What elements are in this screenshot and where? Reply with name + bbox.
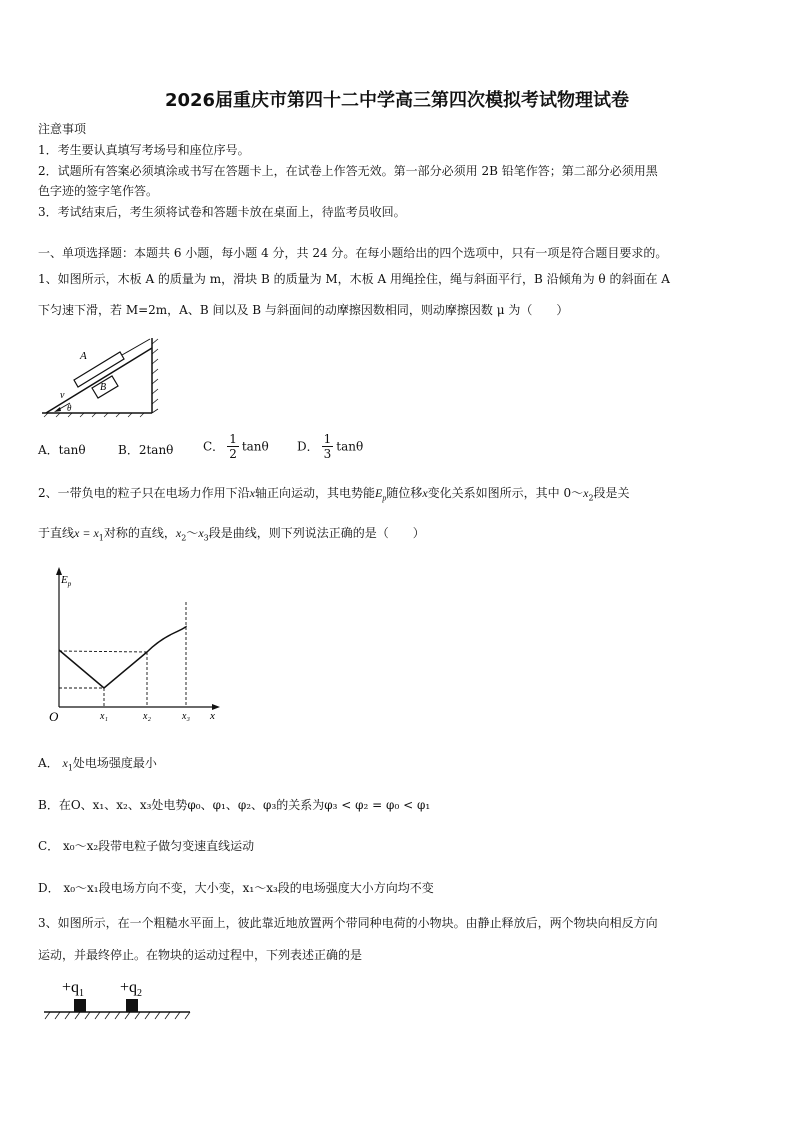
fraction-numerator: 1 <box>323 432 332 446</box>
fraction-denominator: 2 <box>229 447 237 461</box>
charge-block-1 <box>74 999 86 1012</box>
option-letter: B． <box>38 798 59 812</box>
section-1-header: 一、单项选择题：本题共 6 小题，每小题 4 分，共 24 分。在每小题给出的四个选项中，只有一项是符合题目要求的。 <box>38 246 668 260</box>
page-title: 2026届重庆市第四十二中学高三第四次模拟考试物理试卷 <box>164 90 630 111</box>
q1-option-a[interactable] <box>38 441 86 459</box>
graph-origin: O <box>49 709 59 724</box>
q2-option-a[interactable] <box>38 754 157 777</box>
label-theta: θ <box>67 403 72 413</box>
option-symbol-sub: 1 <box>67 763 73 773</box>
q2-option-c[interactable] <box>38 837 254 855</box>
option-text: 处电场强度最小 <box>72 756 157 770</box>
notice-item-3: 3．考试结束后，考生须将试卷和答题卡放在桌面上，待监考员收回。 <box>38 205 406 219</box>
q1-incline-figure <box>40 330 160 420</box>
graph-tick-x3: x₃ <box>182 711 190 722</box>
q2-ep-graph <box>44 565 229 725</box>
charge-label-1: $+q_1$ <box>62 979 85 999</box>
notice-item-2: 2．试题所有答案必须填涂或书写在答题卡上，在试卷上作答无效。第一部分必须用 2B 铅笔作答；第二部分必须用黑 <box>38 164 658 178</box>
option-text: 在O、x₁、x₂、x₃处电势φ₀、φ₁、φ₂、φ₃的关系为φ₃ < φ₂ = φ₀ < φ₁ <box>58 798 431 812</box>
fraction-denominator: 3 <box>323 447 332 461</box>
option-text: tanθ <box>58 443 86 457</box>
label-b: B <box>100 382 107 393</box>
q1-option-c[interactable] <box>203 432 269 461</box>
notice-heading: 注意事项 <box>38 122 87 136</box>
label-v: v <box>60 390 65 401</box>
q1-option-d[interactable] <box>297 432 363 461</box>
q3-charges-figure <box>40 972 200 1027</box>
graph-y-label: $E_p$ <box>61 574 72 588</box>
fraction <box>227 432 239 461</box>
q3-stem-line-2: 运动，并最终停止。在物块的运动过程中，下列表述正确的是 <box>38 948 363 962</box>
option-text: x₀～x₂段带电粒子做匀变速直线运动 <box>63 839 255 853</box>
q1-option-b[interactable] <box>118 441 173 459</box>
option-letter: C． <box>203 439 225 454</box>
option-symbol: x <box>62 756 68 770</box>
notice-item-2-cont: 色字迹的签字笔作答。 <box>38 184 159 198</box>
q3-stem-line-1: 3、如图所示，在一个粗糙水平面上，彼此靠近地放置两个带同种电荷的小物块。由静止释放后，两个物块向相反方向 <box>38 916 658 930</box>
option-letter: C． <box>38 839 60 853</box>
graph-x-label: x <box>210 710 215 722</box>
option-letter: A． <box>38 443 59 457</box>
option-letter: B． <box>118 443 139 457</box>
option-letter: D． <box>297 439 319 454</box>
charge-block-2 <box>126 999 138 1012</box>
notice-item-1: 1．考生要认真填写考场号和座位序号。 <box>38 143 250 157</box>
option-letter: A． <box>38 756 59 770</box>
q2-option-d[interactable] <box>38 879 434 897</box>
option-letter: D． <box>38 881 60 895</box>
q1-stem-line-1: 1、如图所示，木板 A 的质量为 m，滑块 B 的质量为 M，木板 A 用绳拴住，绳与斜面平行，B 沿倾角为 θ 的斜面在 A <box>38 272 670 286</box>
graph-tick-x2: x₂ <box>143 711 151 722</box>
label-a: A <box>80 350 87 362</box>
option-text: tanθ <box>241 439 269 454</box>
q1-stem-line-2: 下匀速下滑，若 M=2m，A、B 间以及 B 与斜面间的动摩擦因数相同，则动摩擦因数 μ 为（ ） <box>38 303 569 317</box>
q2-option-b[interactable] <box>38 796 430 814</box>
fraction <box>322 432 334 461</box>
option-text: 2tanθ <box>138 443 174 457</box>
q2-stem-line-1: 2、一带负电的粒子只在电场力作用下沿x轴正向运动，其电势能$E_p$随位移x变化关系如图所示，其中 $0\sim x_2$段是关 <box>38 486 630 503</box>
option-text: tanθ <box>336 439 364 454</box>
option-text: x₀～x₁段电场方向不变，大小变，x₁～x₃段的电场强度大小方向均不变 <box>63 881 434 895</box>
charge-label-2: $+q_2$ <box>120 979 143 999</box>
graph-tick-x1: x₁ <box>100 711 108 722</box>
q2-stem-line-2: 于直线$x = x_1$对称的直线，$x_2\sim x_3$段是曲线，则下列说法正确的是（ ） <box>38 526 425 543</box>
fraction-numerator: 1 <box>229 432 237 446</box>
